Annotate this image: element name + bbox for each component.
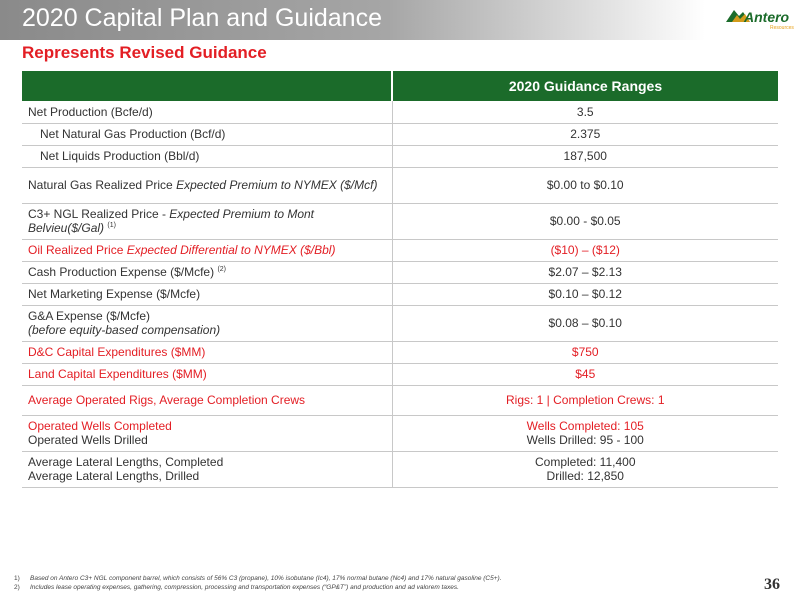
row-label	[22, 305, 392, 341]
row-label	[22, 451, 392, 487]
row-value: $2.07 – $2.13	[392, 261, 778, 283]
page-number: 36	[764, 576, 780, 593]
row-value: $0.00 to $0.10	[392, 167, 778, 203]
row-label	[22, 203, 392, 239]
footnote-number: 2)	[14, 584, 20, 591]
row-label-text-2: Average Lateral Lengths, Drilled	[28, 469, 200, 483]
row-label-text: Land Capital Expenditures ($MM)	[28, 367, 207, 381]
guidance-table	[22, 71, 778, 488]
row-label	[22, 123, 392, 145]
table-row	[22, 261, 778, 283]
row-value	[392, 451, 778, 487]
row-label-text: Average Lateral Lengths, Completed	[28, 455, 224, 469]
row-label	[22, 363, 392, 385]
row-value-text: Completed: 11,400	[534, 455, 636, 469]
row-label-text: D&C Capital Expenditures ($MM)	[28, 345, 206, 359]
footnote-text: Includes lease operating expenses, gathering, compression, processing and transportation expenses (“GP&T”) and production and ad valorem taxes.	[30, 584, 459, 591]
row-value: $0.10 – $0.12	[392, 283, 778, 305]
row-value: Rigs: 1 | Completion Crews: 1	[392, 385, 778, 415]
header-blank-cell	[22, 71, 392, 101]
row-label-text: Net Marketing Expense ($/Mcfe)	[28, 287, 201, 301]
row-value-text: Wells Completed: 105	[526, 419, 644, 433]
table-header-row	[22, 71, 778, 101]
logo-subtext: Resources	[770, 25, 794, 31]
row-label-text: Net Liquids Production (Bbl/d)	[40, 149, 200, 163]
table-row	[22, 123, 778, 145]
table-row	[22, 305, 778, 341]
table-row	[22, 283, 778, 305]
table-row	[22, 451, 778, 487]
row-label	[22, 145, 392, 167]
row-label-text: Operated Wells Completed	[28, 419, 172, 433]
table-row	[22, 145, 778, 167]
row-label-text: Net Production (Bcfe/d)	[28, 104, 153, 119]
row-value-text-2: Wells Drilled: 95 - 100	[526, 433, 644, 447]
page-title: 2020 Capital Plan and Guidance	[22, 4, 382, 32]
table-row	[22, 363, 778, 385]
row-label	[22, 261, 392, 283]
row-value: 187,500	[392, 145, 778, 167]
row-value: $45	[392, 363, 778, 385]
row-label	[22, 167, 392, 203]
row-value-text-2: Drilled: 12,850	[546, 469, 624, 483]
row-label-text: Net Natural Gas Production (Bcf/d)	[40, 127, 226, 141]
row-label	[22, 239, 392, 261]
row-label-text: Natural Gas Realized Price	[28, 178, 177, 192]
table-row	[22, 385, 778, 415]
row-label-text-2: Operated Wells Drilled	[28, 433, 148, 447]
row-value	[392, 415, 778, 451]
footnote	[14, 583, 502, 592]
row-value: ($10) – ($12)	[392, 239, 778, 261]
row-value: $750	[392, 341, 778, 363]
row-label	[22, 101, 392, 123]
row-label-italic: Expected Premium to Mont Belvieu($/Gal)	[28, 207, 315, 235]
table-row	[22, 101, 778, 123]
table-row	[22, 415, 778, 451]
logo-wordmark: Antero	[744, 9, 790, 25]
row-label-italic: Expected Differential to NYMEX ($/Bbl)	[126, 243, 336, 257]
row-value: $0.00 - $0.05	[392, 203, 778, 239]
row-label-italic: Expected Premium to NYMEX ($/Mcf)	[176, 178, 378, 192]
table-row	[22, 239, 778, 261]
row-label-italic: (before equity-based compensation)	[28, 323, 221, 337]
row-label-text: G&A Expense ($/Mcfe)	[28, 309, 151, 323]
table-row	[22, 167, 778, 203]
row-label-text: Cash Production Expense ($/Mcfe)	[28, 265, 215, 279]
table-row	[22, 341, 778, 363]
row-label	[22, 385, 392, 415]
footnote	[14, 574, 502, 583]
row-label-text: Oil Realized Price	[28, 243, 127, 257]
footnote-ref: (1)	[107, 222, 116, 229]
row-label-text: C3+ NGL Realized Price -	[28, 207, 170, 221]
row-label	[22, 283, 392, 305]
footnote-text: Based on Antero C3+ NGL component barrel, which consists of 56% C3 (propane), 10% isobutane (Ic4), 17% normal butane (Nc4) and 17% natural gasoline (C5+).	[30, 575, 502, 582]
footnote-ref: (2)	[217, 266, 226, 273]
row-label-text: Average Operated Rigs, Average Completion Crews	[28, 393, 306, 407]
row-value: $0.08 – $0.10	[392, 305, 778, 341]
footnotes	[14, 574, 502, 592]
row-label	[22, 341, 392, 363]
row-value: 3.5	[392, 101, 778, 123]
header-guidance-ranges: 2020 Guidance Ranges	[392, 71, 778, 101]
row-label	[22, 415, 392, 451]
table-row	[22, 203, 778, 239]
row-value: 2.375	[392, 123, 778, 145]
page-subtitle: Represents Revised Guidance	[22, 43, 267, 62]
footnote-number: 1)	[14, 575, 20, 582]
